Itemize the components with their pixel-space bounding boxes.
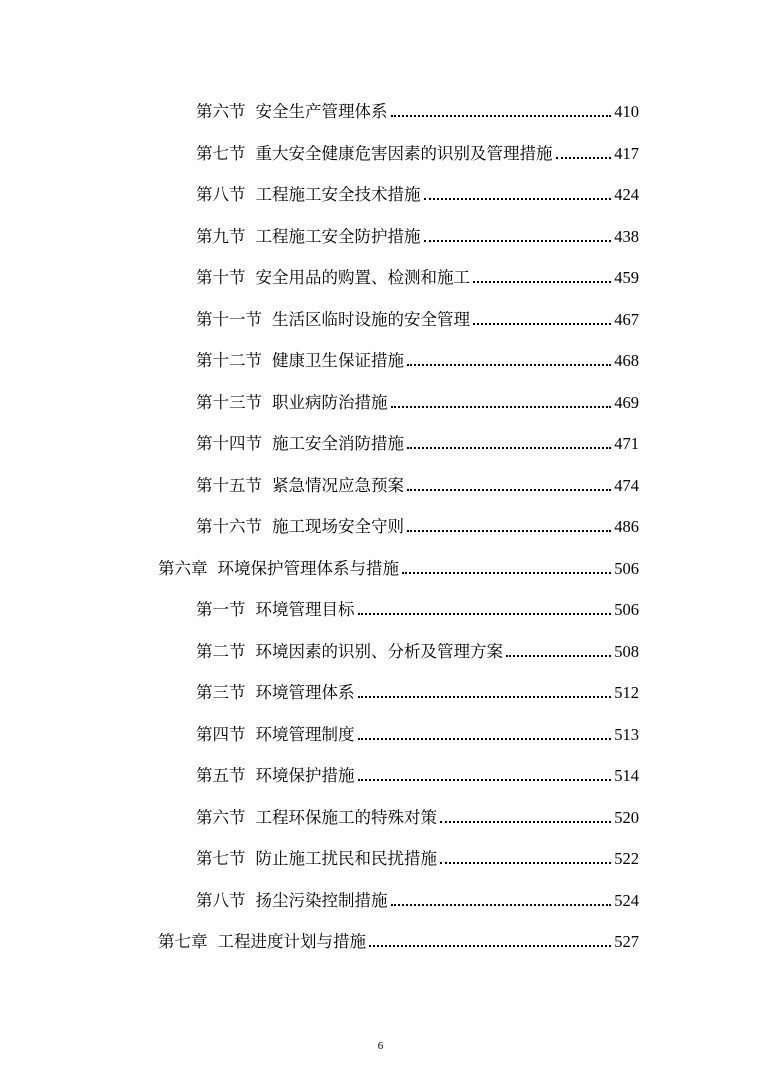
toc-entry-title: 职业病防治措施 bbox=[272, 393, 388, 412]
dot-leader bbox=[407, 489, 611, 491]
toc-entry[interactable] bbox=[196, 136, 639, 164]
toc-entry-title: 生活区临时设施的安全管理 bbox=[272, 310, 470, 329]
toc-entry-page: 514 bbox=[614, 766, 639, 785]
toc-entry-label: 第六节 bbox=[196, 808, 246, 827]
dot-leader bbox=[440, 862, 611, 864]
toc-entry-title: 健康卫生保证措施 bbox=[272, 351, 404, 370]
toc-entry-title: 环境保护管理体系与措施 bbox=[217, 559, 399, 578]
dot-leader bbox=[473, 323, 611, 325]
toc-chapter-entry[interactable] bbox=[158, 551, 639, 579]
toc-entry-label: 第十四节 bbox=[196, 434, 262, 453]
dot-leader bbox=[391, 904, 612, 906]
toc-entry-page: 513 bbox=[614, 725, 639, 744]
toc-entry-page: 467 bbox=[614, 310, 639, 329]
toc-entry[interactable] bbox=[196, 468, 639, 496]
toc-entry-page: 506 bbox=[614, 600, 639, 619]
dot-leader bbox=[391, 406, 612, 408]
toc-entry[interactable] bbox=[196, 841, 639, 869]
toc-entry[interactable] bbox=[196, 509, 639, 537]
toc-entry-title: 环境管理制度 bbox=[255, 725, 355, 744]
dot-leader bbox=[556, 157, 612, 159]
dot-leader bbox=[358, 613, 612, 615]
toc-entry-page: 459 bbox=[614, 268, 639, 287]
toc-entry-label: 第十六节 bbox=[196, 517, 262, 536]
dot-leader bbox=[358, 779, 612, 781]
toc-entry-label: 第三节 bbox=[196, 683, 246, 702]
dot-leader bbox=[358, 696, 612, 698]
dot-leader bbox=[440, 821, 611, 823]
toc-entry-label: 第九节 bbox=[196, 227, 246, 246]
toc-entry-label: 第十三节 bbox=[196, 393, 262, 412]
dot-leader bbox=[473, 281, 611, 283]
toc-entry[interactable] bbox=[196, 260, 639, 288]
toc-entry-title: 扬尘污染控制措施 bbox=[255, 891, 388, 910]
toc-entry-title: 环境管理体系 bbox=[255, 683, 355, 702]
toc-entry-label: 第十一节 bbox=[196, 310, 262, 329]
toc-entry[interactable] bbox=[196, 717, 639, 745]
toc-entry[interactable] bbox=[196, 385, 639, 413]
toc-entry-title: 环境保护措施 bbox=[255, 766, 355, 785]
toc-entry-page: 512 bbox=[614, 683, 639, 702]
toc-entry[interactable] bbox=[196, 94, 639, 122]
toc-entry-label: 第一节 bbox=[196, 600, 246, 619]
toc-entry-title: 工程施工安全技术措施 bbox=[255, 185, 421, 204]
toc-chapter-entry[interactable] bbox=[158, 924, 639, 952]
toc-entry-label: 第七节 bbox=[196, 144, 246, 163]
dot-leader bbox=[407, 530, 611, 532]
toc-entry-page: 469 bbox=[614, 393, 639, 412]
dot-leader bbox=[358, 738, 612, 740]
toc-entry-page: 417 bbox=[614, 144, 639, 163]
toc-entry-title: 工程施工安全防护措施 bbox=[255, 227, 421, 246]
toc-entry[interactable] bbox=[196, 343, 639, 371]
toc-entry[interactable] bbox=[196, 426, 639, 454]
toc-entry-page: 522 bbox=[614, 849, 639, 868]
toc-entry[interactable] bbox=[196, 219, 639, 247]
toc-entry-label: 第八节 bbox=[196, 185, 246, 204]
toc-entry-title: 工程进度计划与措施 bbox=[217, 932, 366, 951]
toc-entry-title: 环境管理目标 bbox=[255, 600, 355, 619]
toc-entry-label: 第四节 bbox=[196, 725, 246, 744]
toc-entry-label: 第五节 bbox=[196, 766, 246, 785]
toc-entry-page: 474 bbox=[614, 476, 639, 495]
dot-leader bbox=[407, 447, 611, 449]
page-number: 6 bbox=[377, 1040, 384, 1052]
dot-leader bbox=[407, 364, 611, 366]
toc-entry-page: 471 bbox=[614, 434, 639, 453]
toc-entry-title: 施工现场安全守则 bbox=[272, 517, 404, 536]
toc-entry-label: 第七章 bbox=[158, 932, 208, 951]
dot-leader bbox=[402, 572, 611, 574]
toc-entry[interactable] bbox=[196, 883, 639, 911]
dot-leader bbox=[369, 945, 611, 947]
toc-entry[interactable] bbox=[196, 592, 639, 620]
toc-entry-label: 第七节 bbox=[196, 849, 246, 868]
toc-entry[interactable] bbox=[196, 758, 639, 786]
toc-entry-title: 防止施工扰民和民扰措施 bbox=[255, 849, 437, 868]
toc-entry-page: 506 bbox=[614, 559, 639, 578]
toc-entry-title: 安全用品的购置、检测和施工 bbox=[255, 268, 470, 287]
toc-entry-label: 第十节 bbox=[196, 268, 246, 287]
toc-entry-page: 520 bbox=[614, 808, 639, 827]
dot-leader bbox=[391, 115, 612, 117]
toc-entry-label: 第二节 bbox=[196, 642, 246, 661]
toc-entry-page: 438 bbox=[614, 227, 639, 246]
toc-entry[interactable] bbox=[196, 675, 639, 703]
toc-entry[interactable] bbox=[196, 800, 639, 828]
dot-leader bbox=[424, 240, 612, 242]
toc-entry[interactable] bbox=[196, 634, 639, 662]
toc-entry-title: 工程环保施工的特殊对策 bbox=[255, 808, 437, 827]
toc-entry-title: 施工安全消防措施 bbox=[272, 434, 404, 453]
toc-entry-label: 第十五节 bbox=[196, 476, 262, 495]
toc-entry-label: 第六章 bbox=[158, 559, 208, 578]
toc-entry-page: 486 bbox=[614, 517, 639, 536]
toc-entry-label: 第六节 bbox=[196, 102, 246, 121]
toc-entry-title: 紧急情况应急预案 bbox=[272, 476, 404, 495]
toc-entry-title: 重大安全健康危害因素的识别及管理措施 bbox=[255, 144, 553, 163]
toc-entry-label: 第八节 bbox=[196, 891, 246, 910]
toc-entry-title: 环境因素的识别、分析及管理方案 bbox=[255, 642, 503, 661]
toc-entry[interactable] bbox=[196, 177, 639, 205]
toc-entry[interactable] bbox=[196, 302, 639, 330]
toc-entry-title: 安全生产管理体系 bbox=[255, 102, 388, 121]
toc-entry-page: 410 bbox=[614, 102, 639, 121]
toc-entry-page: 527 bbox=[614, 932, 639, 951]
dot-leader bbox=[506, 655, 611, 657]
dot-leader bbox=[424, 198, 612, 200]
toc-entry-page: 508 bbox=[614, 642, 639, 661]
toc-entry-page: 468 bbox=[614, 351, 639, 370]
toc-entry-page: 424 bbox=[614, 185, 639, 204]
toc-entry-page: 524 bbox=[614, 891, 639, 910]
toc-entry-label: 第十二节 bbox=[196, 351, 262, 370]
